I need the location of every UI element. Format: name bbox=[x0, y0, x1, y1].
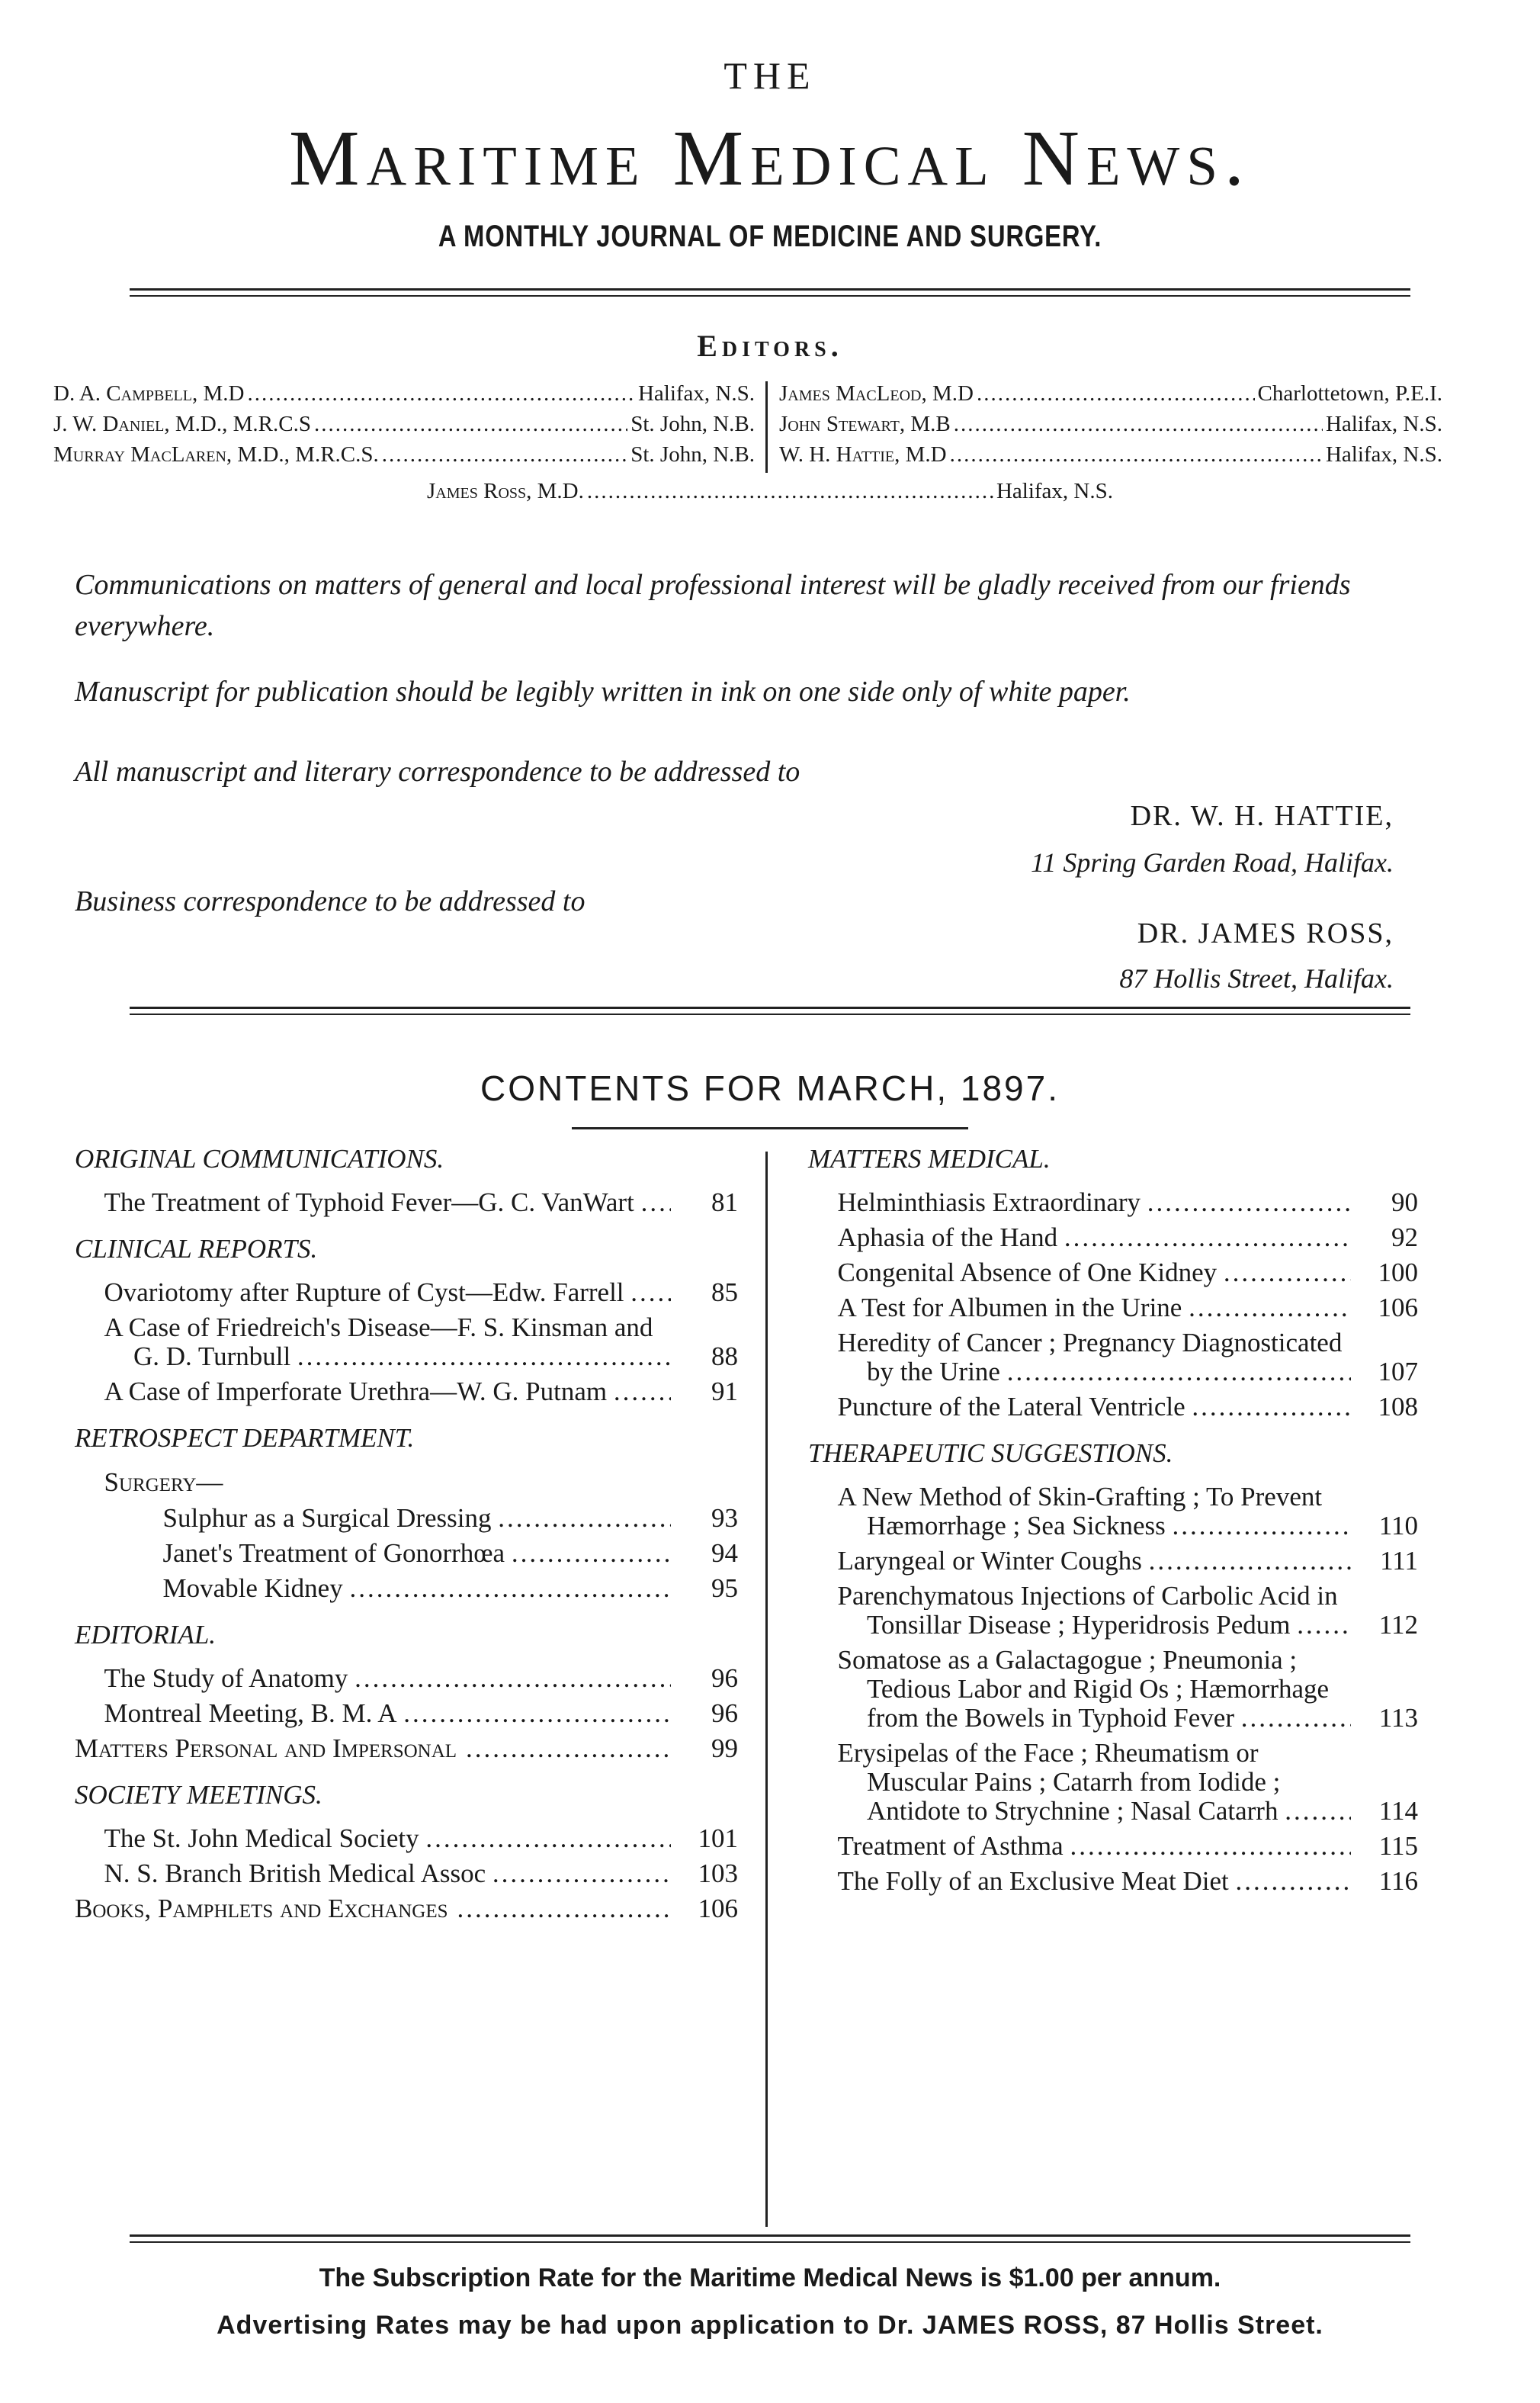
editor-row bbox=[53, 381, 755, 406]
page-number: 91 bbox=[711, 1377, 738, 1406]
editor-name: Murray MacLaren, M.D., M.R.C.S. bbox=[53, 442, 379, 467]
page-number: 103 bbox=[698, 1858, 738, 1888]
literary-editor-name: DR. W. H. HATTIE, bbox=[1130, 800, 1394, 832]
contents-item: Helminthiasis Extraordinary ..... 90 bbox=[808, 1188, 1418, 1217]
editor-row bbox=[779, 442, 1442, 467]
editor-name: W. H. Hattie, M.D bbox=[779, 442, 947, 467]
editor-place: Halifax, N.S. bbox=[637, 381, 755, 406]
contents-left-column bbox=[75, 1144, 738, 1929]
page-number: 81 bbox=[711, 1187, 738, 1217]
page-number: 113 bbox=[1378, 1703, 1418, 1733]
page-number: 99 bbox=[711, 1733, 738, 1763]
advertising-note: Advertising Rates may be had upon application to Dr. JAMES ROSS, 87 Hollis Street. bbox=[217, 2311, 1323, 2340]
contents-item: Movable Kidney ..... 95 bbox=[75, 1574, 738, 1603]
editor-place: Charlottetown, P.E.I. bbox=[1257, 381, 1442, 406]
page-number: 92 bbox=[1391, 1222, 1418, 1252]
contents-item: Parenchymatous Injections of Carbolic Acid in Tonsillar Disease ; Hyperidrosis Pedum ..... 112 bbox=[808, 1582, 1418, 1640]
notice-literary: All manuscript and literary correspondence to be addressed to bbox=[75, 756, 800, 788]
page-number: 94 bbox=[711, 1538, 738, 1568]
contents-item: Montreal Meeting, B. M. A ..... 96 bbox=[75, 1699, 738, 1728]
contents-item: Treatment of Asthma ..... 115 bbox=[808, 1832, 1418, 1861]
editors-divider bbox=[765, 381, 768, 473]
editor-name: J. W. Daniel, M.D., M.R.C.S bbox=[53, 412, 311, 436]
page-number: 95 bbox=[711, 1573, 738, 1603]
editor-place: Halifax, N.S. bbox=[1325, 412, 1442, 436]
contents-item: Heredity of Cancer ; Pregnancy Diagnosticated by the Urine ..... 107 bbox=[808, 1328, 1418, 1386]
column-divider bbox=[765, 1152, 768, 2227]
editor-place: Halifax, N.S. bbox=[996, 479, 1113, 503]
page-number: 111 bbox=[1380, 1546, 1418, 1576]
contents-item: Sulphur as a Surgical Dressing ..... 93 bbox=[75, 1504, 738, 1533]
page-number: 93 bbox=[711, 1503, 738, 1533]
contents-item: Matters Personal and Impersonal ..... 99 bbox=[75, 1734, 738, 1763]
contents-item: A Case of Friedreich's Disease—F. S. Kinsman and G. D. Turnbull ..... 88 bbox=[75, 1313, 738, 1371]
page-number: 106 bbox=[698, 1894, 738, 1923]
page-number: 85 bbox=[711, 1277, 738, 1307]
contents-item: The Treatment of Typhoid Fever—G. C. VanWart ..... 81 bbox=[75, 1188, 738, 1217]
section-heading: MATTERS MEDICAL. bbox=[808, 1144, 1051, 1174]
editor-place: St. John, N.B. bbox=[630, 442, 755, 467]
page-number: 114 bbox=[1378, 1796, 1418, 1826]
editor-place: St. John, N.B. bbox=[630, 412, 755, 436]
contents-item: The Folly of an Exclusive Meat Diet ..... 116 bbox=[808, 1867, 1418, 1896]
page-number: 90 bbox=[1391, 1187, 1418, 1217]
editor-row bbox=[779, 412, 1442, 437]
page-number: 110 bbox=[1378, 1511, 1418, 1540]
contents-right-column bbox=[808, 1144, 1418, 1902]
contents-item: Congenital Absence of One Kidney ..... 100 bbox=[808, 1258, 1418, 1287]
literary-editor-address: 11 Spring Garden Road, Halifax. bbox=[1031, 847, 1394, 878]
page-number: 107 bbox=[1378, 1357, 1418, 1386]
section-heading: ORIGINAL COMMUNICATIONS. bbox=[75, 1144, 444, 1174]
masthead-kicker: THE bbox=[723, 54, 817, 97]
subscription-rate-note: The Subscription Rate for the Maritime Medical News is $1.00 per annum. bbox=[319, 2263, 1221, 2292]
contents-item: A Test for Albumen in the Urine ..... 106 bbox=[808, 1293, 1418, 1322]
editor-place: Halifax, N.S. bbox=[1325, 442, 1442, 467]
editor-name: John Stewart, M.B bbox=[779, 412, 951, 436]
section-heading: SOCIETY MEETINGS. bbox=[75, 1780, 322, 1810]
page-number: 88 bbox=[711, 1341, 738, 1371]
page-number: 96 bbox=[711, 1663, 738, 1693]
page-number: 116 bbox=[1378, 1866, 1418, 1896]
editor-name: D. A. Campbell, M.D bbox=[53, 381, 245, 406]
editor-row bbox=[53, 412, 755, 437]
editors-heading: Editors. bbox=[697, 329, 843, 363]
page-number: 106 bbox=[1378, 1293, 1418, 1322]
editor-name: James MacLeod, M.D bbox=[779, 381, 974, 406]
contents-item: N. S. Branch British Medical Assoc ..... 103 bbox=[75, 1859, 738, 1888]
section-heading: EDITORIAL. bbox=[75, 1620, 217, 1650]
notice-manuscript: Manuscript for publication should be legibly written in ink on one side only of white paper. bbox=[75, 676, 1131, 708]
page-number: 96 bbox=[711, 1698, 738, 1728]
notice-communications: Communications on matters of general and local professional interest will be gladly received from our friends everywhere. bbox=[75, 569, 1351, 642]
editor-name: James Ross, M.D. bbox=[427, 479, 584, 503]
masthead-subtitle: A MONTHLY JOURNAL OF MEDICINE AND SURGERY. bbox=[438, 220, 1102, 253]
business-editor-name: DR. JAMES ROSS, bbox=[1137, 917, 1394, 949]
subsection-heading: Surgery— bbox=[104, 1467, 223, 1497]
contents-item: The St. John Medical Society ..... 101 bbox=[75, 1824, 738, 1853]
contents-item: Ovariotomy after Rupture of Cyst—Edw. Farrell ..... 85 bbox=[75, 1278, 738, 1307]
section-heading: RETROSPECT DEPARTMENT. bbox=[75, 1423, 415, 1453]
page-number: 101 bbox=[698, 1823, 738, 1853]
contents-item: Aphasia of the Hand ..... 92 bbox=[808, 1223, 1418, 1252]
editor-row bbox=[53, 442, 755, 467]
contents-item: The Study of Anatomy ..... 96 bbox=[75, 1664, 738, 1693]
contents-item: A Case of Imperforate Urethra—W. G. Putnam ..... 91 bbox=[75, 1377, 738, 1406]
section-heading: CLINICAL REPORTS. bbox=[75, 1234, 318, 1264]
contents-item: Somatose as a Galactagogue ; Pneumonia ; Tedious Labor and Rigid Os ; Hæmorrhage from the Bowels in Typhoid Fever ..... 113 bbox=[808, 1646, 1418, 1733]
page-number: 112 bbox=[1378, 1610, 1418, 1640]
notices-rule bbox=[130, 1007, 1410, 1015]
masthead-rule bbox=[130, 288, 1410, 297]
page-number: 115 bbox=[1378, 1831, 1418, 1861]
contents-item: Puncture of the Lateral Ventricle ..... 108 bbox=[808, 1393, 1418, 1422]
business-editor-address: 87 Hollis Street, Halifax. bbox=[1119, 963, 1394, 994]
editor-row bbox=[779, 381, 1442, 406]
masthead-title: Maritime Medical News. bbox=[289, 114, 1251, 202]
contents-item: Erysipelas of the Face ; Rheumatism or Muscular Pains ; Catarrh from Iodide ; Antidote to Strychnine ; Nasal Catarrh ..... 114 bbox=[808, 1739, 1418, 1826]
contents-rule bbox=[572, 1127, 968, 1129]
page-number: 100 bbox=[1378, 1258, 1418, 1287]
editor-row bbox=[427, 479, 1113, 504]
contents-item: Janet's Treatment of Gonorrhœa ..... 94 bbox=[75, 1539, 738, 1568]
contents-title: CONTENTS FOR MARCH, 1897. bbox=[480, 1068, 1060, 1108]
footer-rule bbox=[130, 2234, 1410, 2243]
notice-business: Business correspondence to be addressed to bbox=[75, 885, 586, 917]
contents-item: A New Method of Skin-Grafting ; To Prevent Hæmorrhage ; Sea Sickness ..... 110 bbox=[808, 1483, 1418, 1540]
contents-item: Laryngeal or Winter Coughs ..... 111 bbox=[808, 1547, 1418, 1576]
section-heading: THERAPEUTIC SUGGESTIONS. bbox=[808, 1438, 1173, 1468]
page-number: 108 bbox=[1378, 1392, 1418, 1422]
contents-item: Books, Pamphlets and Exchanges ..... 106 bbox=[75, 1894, 738, 1923]
